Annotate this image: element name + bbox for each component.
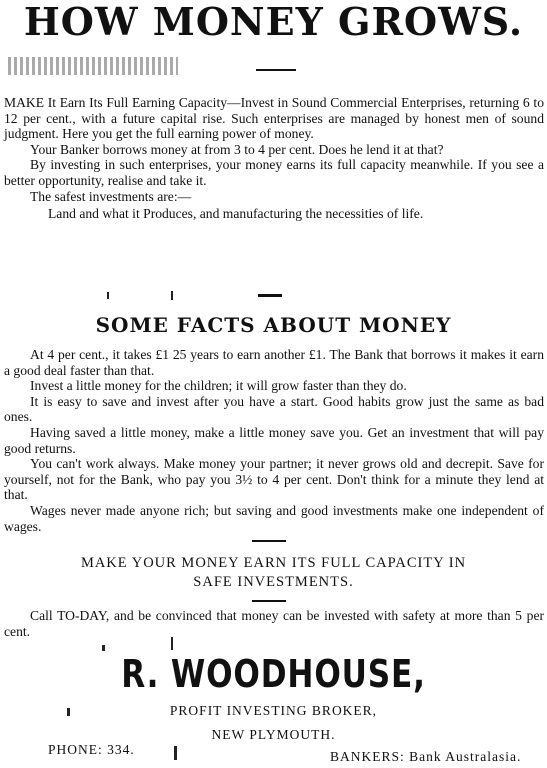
broker-profession: PROFIT INVESTING BROKER,: [169, 703, 378, 718]
call-paragraph: Call TO-DAY, and be convinced that money can be invested with safety at more than 5 per cent.: [4, 608, 544, 639]
facts-heading: SOME FACTS ABOUT MONEY: [95, 313, 452, 337]
facts-text: [4, 347, 544, 534]
divider-rule: [256, 69, 296, 71]
call-text: [4, 608, 544, 639]
ad-title: HOW MONEY GROWS.: [23, 0, 524, 44]
intro-paragraph: The safest investments are:—: [30, 188, 192, 204]
fact-paragraph: Invest a little money for the children; it will grow faster than they do.: [30, 378, 407, 394]
divider-rule: [258, 294, 282, 297]
print-speck: [102, 645, 105, 651]
banner-line: SAFE INVESTMENTS.: [193, 574, 354, 590]
print-speck: [171, 291, 173, 300]
intro-paragraph: Land and what it Produces, and manufacturing the necessities of life.: [48, 206, 424, 222]
print-speck: [107, 292, 109, 299]
fact-paragraph: Wages never made anyone rich; but saving and good investments make one independent of wages.: [4, 502, 544, 534]
phone-number: PHONE: 334.: [48, 742, 135, 757]
bankers-line: BANKERS: Bank Australasia.: [330, 749, 522, 764]
banner-line: MAKE YOUR MONEY EARN ITS FULL CAPACITY IN: [80, 555, 467, 571]
broker-name: R. WOODHOUSE,: [121, 652, 426, 696]
fact-paragraph: At 4 per cent., it takes £1 25 years to earn another £1. The Bank that borrows it makes it earn a good deal faster than that.: [4, 347, 544, 378]
fact-paragraph: It is easy to save and invest after you have a start. Good habits grow just the same as bad ones.: [4, 393, 544, 425]
divider-rule: [252, 600, 286, 602]
broker-town: NEW PLYMOUTH.: [211, 727, 336, 742]
intro-paragraph: MAKE It Earn Its Full Earning Capacity—Invest in Sound Commercial Enterprises, returning 6 to 12 per cent., with a future capital rise. Such enterprises are managed by honest men of sound judgment. Here you get the full earning power of money.: [4, 95, 544, 142]
print-speck: [174, 746, 177, 760]
divider-rule: [252, 540, 286, 542]
fact-paragraph: Having saved a little money, make a little money save you. Get an investment that will pay good returns.: [4, 424, 544, 456]
intro-paragraph: By investing in such enterprises, your money earns its full capacity meanwhile. If you see a better opportunity, realise and take it.: [4, 157, 544, 188]
print-speck: [171, 637, 173, 650]
fact-paragraph: You can't work always. Make money your partner; it never grows old and decrepit. Save for yourself, not for the Bank, who pay you 3½ to 4 per cent. Don't think for a minute they lend at that.: [4, 456, 544, 503]
illegible-smudge: [8, 57, 178, 75]
intro-text: [4, 95, 544, 222]
intro-paragraph: Your Banker borrows money at from 3 to 4 per cent. Does he lend it at that?: [30, 141, 444, 157]
